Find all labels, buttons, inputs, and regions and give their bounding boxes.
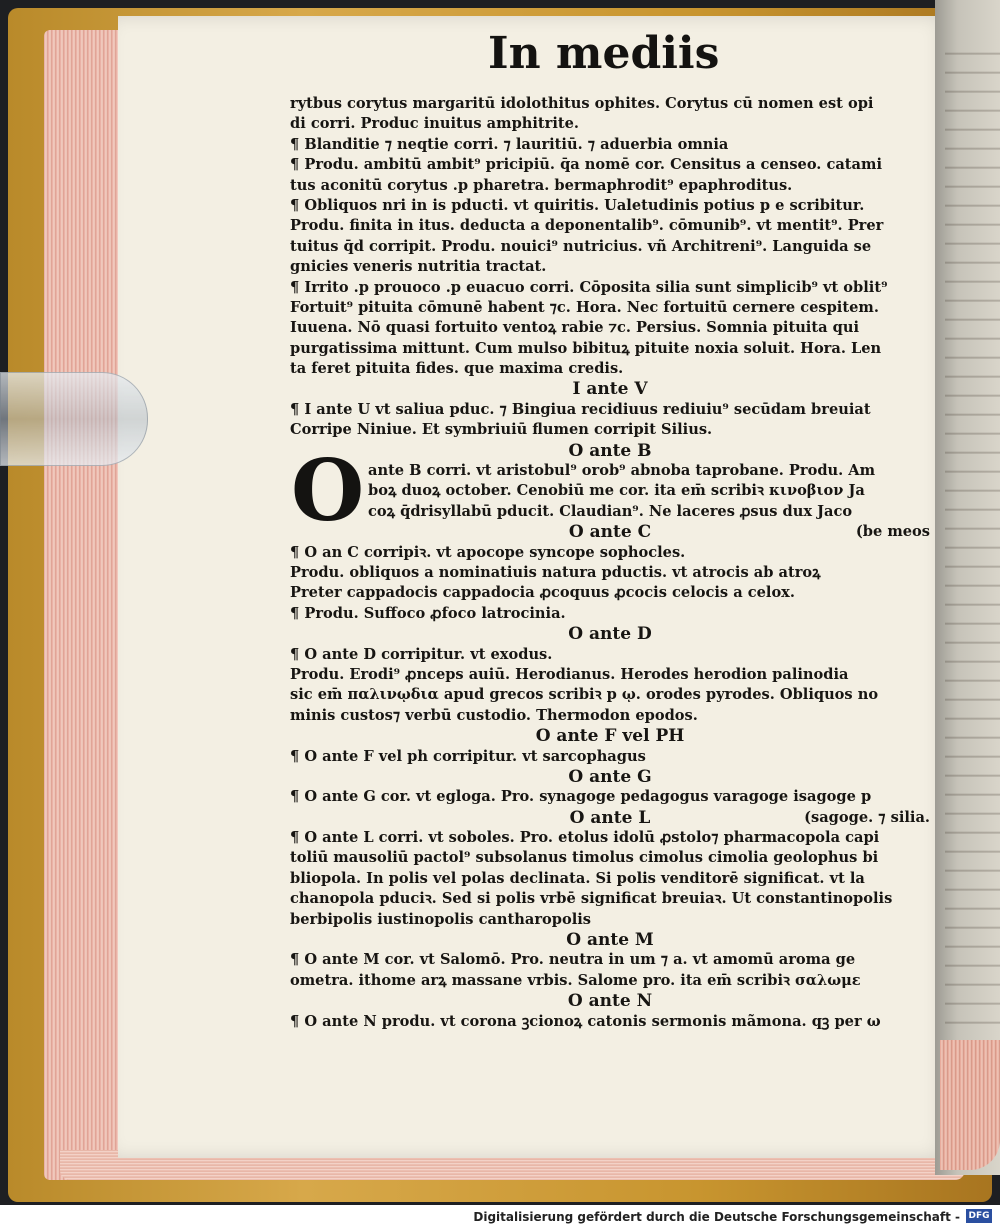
section-heading-i-ante-v: I ante V — [572, 379, 648, 400]
section-heading-o-ante-b: O ante B — [568, 440, 652, 461]
facing-page — [935, 0, 1000, 1175]
text-line: tuitus q̄d corripit. Produ. nouici⁹ nutricius. vñ Architreni⁹. Languida se — [290, 237, 872, 255]
text-line: minis custos⁊ verbū custodio. Thermodon epodos. — [290, 706, 698, 724]
text-line: Corripe Niniue. Et symbriuiū flumen corripit Silius. — [290, 421, 713, 439]
text-line: Iuuena. Nō quasi fortuito ventoꝝ rabie ⁊c. Persius. Somnia pituita qui — [290, 319, 859, 337]
text-line: tus aconitū corytus .p pharetra. bermaphrodit⁹ epaphroditus. — [290, 176, 793, 194]
side-note-c: (be meos — [855, 523, 930, 541]
text-line: berbipolis iustinopolis cantharopolis — [290, 910, 591, 928]
text-line: ¶ O ante G cor. vt egloga. Pro. synagoge pedagogus varagoge isagoge p — [290, 788, 872, 806]
text-line: di corri. Produc inuitus amphitrite. — [290, 115, 580, 133]
facing-page-text-lines — [945, 40, 1000, 1040]
text-line: ¶ O an C corripiꝛ. vt apocope syncope sophocles. — [290, 543, 686, 561]
text-line: chanopola pduciꝛ. Sed si polis vrbē significat breuiaꝛ. Ut constantinopolis — [290, 890, 893, 908]
text-line: ¶ Blanditie ⁊ neqtie corri. ⁊ lauritiū. ⁊ aduerbia omnia — [290, 135, 729, 153]
text-line: ometra. ithome arꝝ massane vrbis. Salome pro. ita em̄ scribiꝛ σαλωμε — [290, 971, 861, 989]
section-heading-o-ante-c-label: O ante C — [568, 522, 652, 543]
main-text-block — [290, 94, 930, 1032]
text-line: ¶ O ante F vel ph corripitur. vt sarcophagus — [290, 747, 646, 765]
text-line: ante B corri. vt aristobul⁹ orob⁹ abnoba taprobane. Produ. Am — [368, 462, 876, 480]
page-edges-left — [44, 30, 122, 1180]
text-line: Produ. Erodi⁹ ꝓnceps auiū. Herodianus. Herodes herodion palinodia — [290, 665, 849, 683]
dfg-logo: DFG — [966, 1209, 992, 1223]
drop-initial-o — [291, 441, 365, 540]
text-line: Produ. obliquos a nominatiuis natura pductis. vt atrocis ab atroꝝ — [290, 563, 821, 581]
section-heading-o-ante-n: O ante N — [567, 991, 653, 1012]
text-line: Produ. finita in itus. deducta a deponentalib⁹. cōmunib⁹. vt mentit⁹. Prer — [290, 217, 884, 235]
section-heading-o-ante-g: O ante G — [568, 766, 652, 787]
text-line: ¶ Obliquos nri in is pducti. vt quiritis. Ualetudinis potius p e scribitur. — [290, 196, 865, 214]
text-line: gnicies veneris nutritia tractat. — [290, 258, 547, 276]
text-line: ¶ I ante U vt saliua pduc. ⁊ Bingiua recidiuus rediuiu⁹ secūdam breuiat — [290, 400, 871, 418]
section-heading-o-ante-l-label: O ante L — [569, 807, 651, 828]
text-line: boꝝ duoꝝ october. Cenobiū me cor. ita em̄ scribiꝛ κινοβιον Ja — [368, 482, 865, 500]
glass-clamp — [0, 372, 148, 466]
text-line: ¶ O ante D corripitur. vt exodus. — [290, 645, 553, 663]
section-heading-o-ante-f: O ante F vel PH — [535, 726, 685, 747]
text-line: purgatissima mittunt. Cum mulso bibituꝝ pituite noxia soluit. Hora. Len — [290, 339, 882, 357]
text-line: bliopola. In polis vel polas declinata. Si polis venditorē significat. vt la — [290, 869, 865, 887]
section-heading-o-ante-l — [290, 808, 930, 828]
text-line: ¶ Produ. ambitū ambit⁹ pricipiū. q̄a nomē cor. Censitus a censeo. catami — [290, 156, 882, 174]
text-line: rytbus corytus margaritū idolothitus ophites. Corytus cū nomen est opi — [290, 95, 874, 112]
section-heading-o-ante-d: O ante D — [568, 624, 652, 645]
running-head: In mediis — [488, 28, 720, 79]
section-heading-o-ante-c — [290, 522, 930, 542]
text-line: ¶ Irrito .p prouoco .p euacuo corri. Cōposita silia sunt simplicib⁹ vt oblit⁹ — [290, 278, 888, 296]
side-note-l: (sagoge. ⁊ silia. — [804, 808, 930, 826]
text-line: ¶ O ante M cor. vt Salomō. Pro. neutra in um ⁊ a. vt amomū aroma ge — [290, 951, 856, 969]
digitization-credit: Digitalisierung gefördert durch die Deutsche Forschungsgemeinschaft - — [473, 1210, 960, 1224]
text-line: ¶ Produ. Suffoco ꝓfoco latrocinia. — [290, 604, 566, 622]
text-line: Preter cappadocis cappadocia ꝓcoquus ꝓcocis celocis a celox. — [290, 584, 795, 602]
drop-initial-letter: O — [291, 441, 365, 540]
text-line: ta feret pituita fides. que maxima credis. — [290, 360, 624, 378]
text-line: toliū mausoliū pactol⁹ subsolanus timolus cimolus cimolia geolophus bi — [290, 849, 879, 867]
text-line: Fortuit⁹ pituita cōmunē habent ⁊c. Hora. Nec fortuitū cernere cespitem. — [290, 298, 879, 316]
text-line: ¶ O ante N produ. vt corona ꝫcionoꝝ catonis sermonis mãmona. qꝫ per ω — [290, 1012, 881, 1030]
text-line: ¶ O ante L corri. vt soboles. Pro. etolus idolū ꝓstolo⁊ pharmacopola capi — [290, 829, 880, 847]
text-line: sic em̄ παλινῳδια apud grecos scribiꝛ p ῳ. orodes pyrodes. Obliquos no — [290, 686, 879, 704]
text-line: coꝝ q̄drisyllabū pducit. Claudian⁹. Ne laceres ꝓsus dux Jaco — [368, 502, 853, 520]
section-heading-o-ante-m: O ante M — [566, 930, 654, 951]
facing-page-edge — [940, 1040, 1000, 1170]
